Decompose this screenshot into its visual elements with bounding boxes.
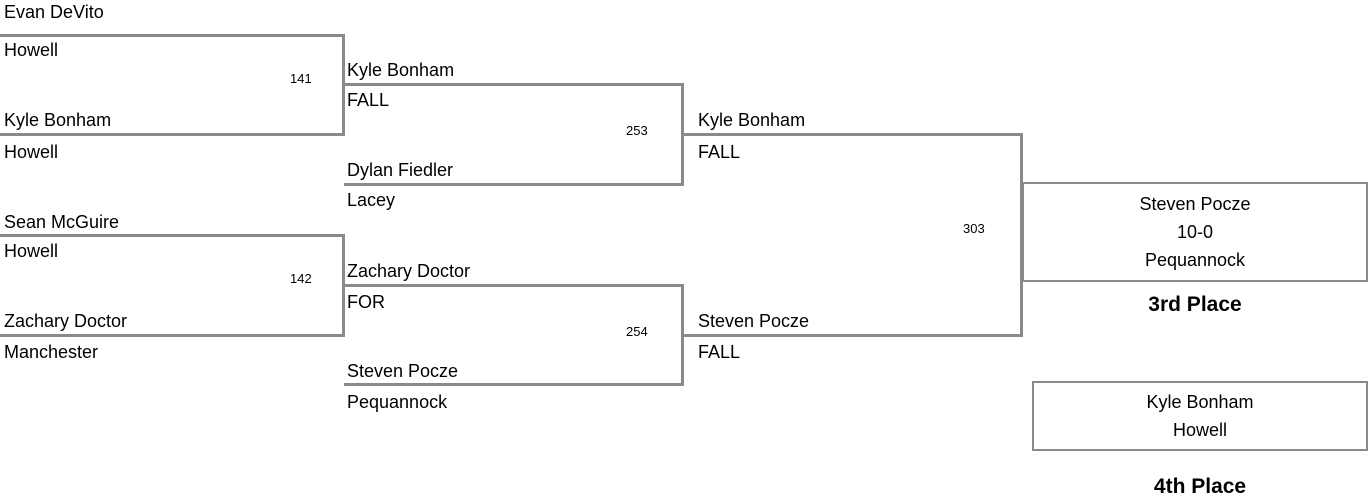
third-place-label: 3rd Place bbox=[1148, 293, 1242, 316]
bout-number-142: 142 bbox=[290, 271, 312, 286]
bout142-top-team: Howell bbox=[4, 241, 59, 261]
bracket-line bbox=[344, 284, 684, 287]
bout-number-254: 254 bbox=[626, 324, 648, 339]
bracket-line bbox=[344, 183, 684, 186]
bout253-bottom-name: Dylan Fiedler bbox=[347, 160, 454, 180]
bout254-bottom-name: Steven Pocze bbox=[347, 361, 459, 381]
fourth-place-label: 4th Place bbox=[1153, 475, 1247, 498]
third-place-name: Steven Pocze bbox=[1139, 194, 1251, 214]
bracket-line bbox=[0, 34, 345, 37]
bout254-top-result: FOR bbox=[347, 292, 385, 312]
fourth-place-name: Kyle Bonham bbox=[1146, 392, 1254, 412]
bracket-line bbox=[344, 383, 684, 386]
bout253-top-name: Kyle Bonham bbox=[347, 60, 455, 80]
bout142-bottom-name: Zachary Doctor bbox=[4, 311, 128, 331]
fourth-place-team: Howell bbox=[1172, 420, 1228, 440]
bout141-top-team: Howell bbox=[4, 40, 59, 60]
bout254-bottom-team: Pequannock bbox=[347, 392, 448, 412]
bout-number-141: 141 bbox=[290, 71, 312, 86]
bout303-top-name: Kyle Bonham bbox=[698, 110, 806, 130]
fourth-place-box bbox=[1032, 381, 1368, 451]
bout253-top-result: FALL bbox=[347, 90, 390, 110]
bout303-bottom-name: Steven Pocze bbox=[698, 311, 810, 331]
bout142-bottom-team: Manchester bbox=[4, 342, 99, 362]
third-place-score: 10-0 bbox=[1176, 222, 1214, 242]
bout-number-253: 253 bbox=[626, 123, 648, 138]
third-place-box bbox=[1022, 182, 1368, 282]
bout254-top-name: Zachary Doctor bbox=[347, 261, 471, 281]
bracket-line bbox=[0, 334, 345, 337]
bout303-top-result: FALL bbox=[698, 142, 741, 162]
bout141-bottom-team: Howell bbox=[4, 142, 59, 162]
bout141-bottom-name: Kyle Bonham bbox=[4, 110, 112, 130]
bout253-bottom-team: Lacey bbox=[347, 190, 396, 210]
bout-number-303: 303 bbox=[963, 221, 985, 236]
third-place-team: Pequannock bbox=[1144, 250, 1246, 270]
bracket-line bbox=[0, 234, 345, 237]
bout142-top-name: Sean McGuire bbox=[4, 212, 120, 232]
bout303-bottom-result: FALL bbox=[698, 342, 741, 362]
bracket-line bbox=[344, 83, 684, 86]
bracket-line bbox=[683, 334, 1023, 337]
bracket-line bbox=[683, 133, 1023, 136]
bout141-top-name: Evan DeVito bbox=[4, 2, 104, 22]
bracket-line bbox=[0, 133, 345, 136]
